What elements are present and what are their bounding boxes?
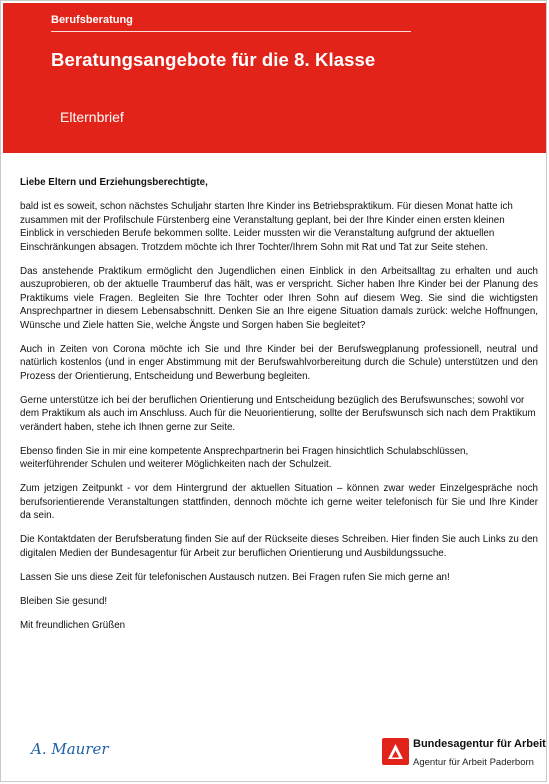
page-subtitle: Elternbrief — [60, 109, 124, 125]
letter-paragraph: Ebenso finden Sie in mir eine kompetente Ansprechpartnerin bei Fragen hinsichtlich Schulabschlüssen, weiterführender Schulen und weiterer Möglichkeiten nach der Schulzeit. — [20, 445, 469, 470]
header-divider — [51, 31, 411, 32]
letter-paragraph: Gerne unterstütze ich bei der beruflichen Orientierung und Entscheidung bezüglich des Berufswunsches; sowohl vor dem Praktikum als auch im Anschluss. Auch für die Neuorientierung, sollte der Berufswunsch sich nach dem Praktikum verändert haben, stehe ich Ihnen gerne zur Seite. — [20, 394, 536, 433]
page-title: Beratungsangebote für die 8. Klasse — [51, 49, 376, 70]
agency-office: Agentur für Arbeit Paderborn — [413, 757, 534, 768]
letter-paragraph: Die Kontaktdaten der Berufsberatung finden Sie auf der Rückseite dieses Schreiben. Hier finden Sie auch Links zu den digitalen Medien der Bundesagentur für Arbeit zur beruflichen Orientierung und Ausbildungssuche. — [20, 534, 538, 559]
letter-paragraph: Lassen Sie uns diese Zeit für telefonischen Austausch nutzen. Bei Fragen rufen Sie mich gerne an! — [20, 571, 450, 583]
letter-closing: Mit freundlichen Grüßen — [20, 619, 126, 631]
agency-name: Bundesagentur für Arbeit — [413, 738, 546, 750]
letter-paragraph: Bleiben Sie gesund! — [20, 595, 108, 607]
letter-paragraph: bald ist es soweit, schon nächstes Schuljahr starten Ihre Kinder ins Betriebspraktikum. Für diesen Monat hatte ich zusammen mit der Profilschule Fürstenberg eine Veranstaltung geplant, bei der Ihre Kinder einen ersten kleinen Einblick in verschieden Berufe bekommen sollte. Leider mussten wir die Veranstaltung aufgrund der aktuellen Einschränkungen absagen. Trotzdem möchte ich Ihrer Tochter/Ihrem Sohn mit Rat und Tat zur Seite stehen. — [20, 201, 513, 253]
letter-body — [20, 176, 538, 643]
letter-paragraph: Auch in Zeiten von Corona möchte ich Sie und Ihre Kinder bei der Berufswegplanung professionell, neutral und natürlich kostenlos (und in enger Abstimmung mit der Berufswahlvorbereitung durch die Schule) unterstützen und den Prozess der Orientierung, Entscheidung und Bewerbung begleiten. — [20, 343, 538, 382]
category-label: Berufsberatung — [51, 14, 133, 26]
agency-logo-icon — [382, 738, 409, 765]
agency-logo — [382, 736, 546, 776]
letter-greeting: Liebe Eltern und Erziehungsberechtigte, — [20, 177, 208, 188]
letter-paragraph: Das anstehende Praktikum ermöglicht den Jugendlichen einen Einblick in den Arbeitsalltag zu erhalten und auch auszuprobieren, ob der aktuelle Traumberuf das hält, was er verspricht. Sicher haben Ihre Kinder bei der Planung des Praktikums viele Fragen. Begleiten Sie Ihre Tochter oder Ihren Sohn auf diesem Weg. Sie sind die wichtigsten Ansprechpartner in diesem Lebensabschnitt. Denken Sie an Ihre eigene Situation damals zurück: welche Hoffnungen, Wünsche und Ziele hatten Sie, welche Ängste und Sorgen haben Sie begleitet? — [20, 265, 538, 331]
svg-text:A. Maurer: A. Maurer — [31, 740, 109, 758]
letter-paragraph: Zum jetzigen Zeitpunkt - vor dem Hintergrund der aktuellen Situation – können zwar weder Einzelgespräche noch berufsorientierende Veranstaltungen stattfinden, dennoch möchte ich gerne weiter telefonisch für Sie und Ihre Kinder da sein. — [20, 483, 538, 521]
header-banner — [3, 3, 546, 153]
handwritten-signature — [30, 737, 110, 761]
